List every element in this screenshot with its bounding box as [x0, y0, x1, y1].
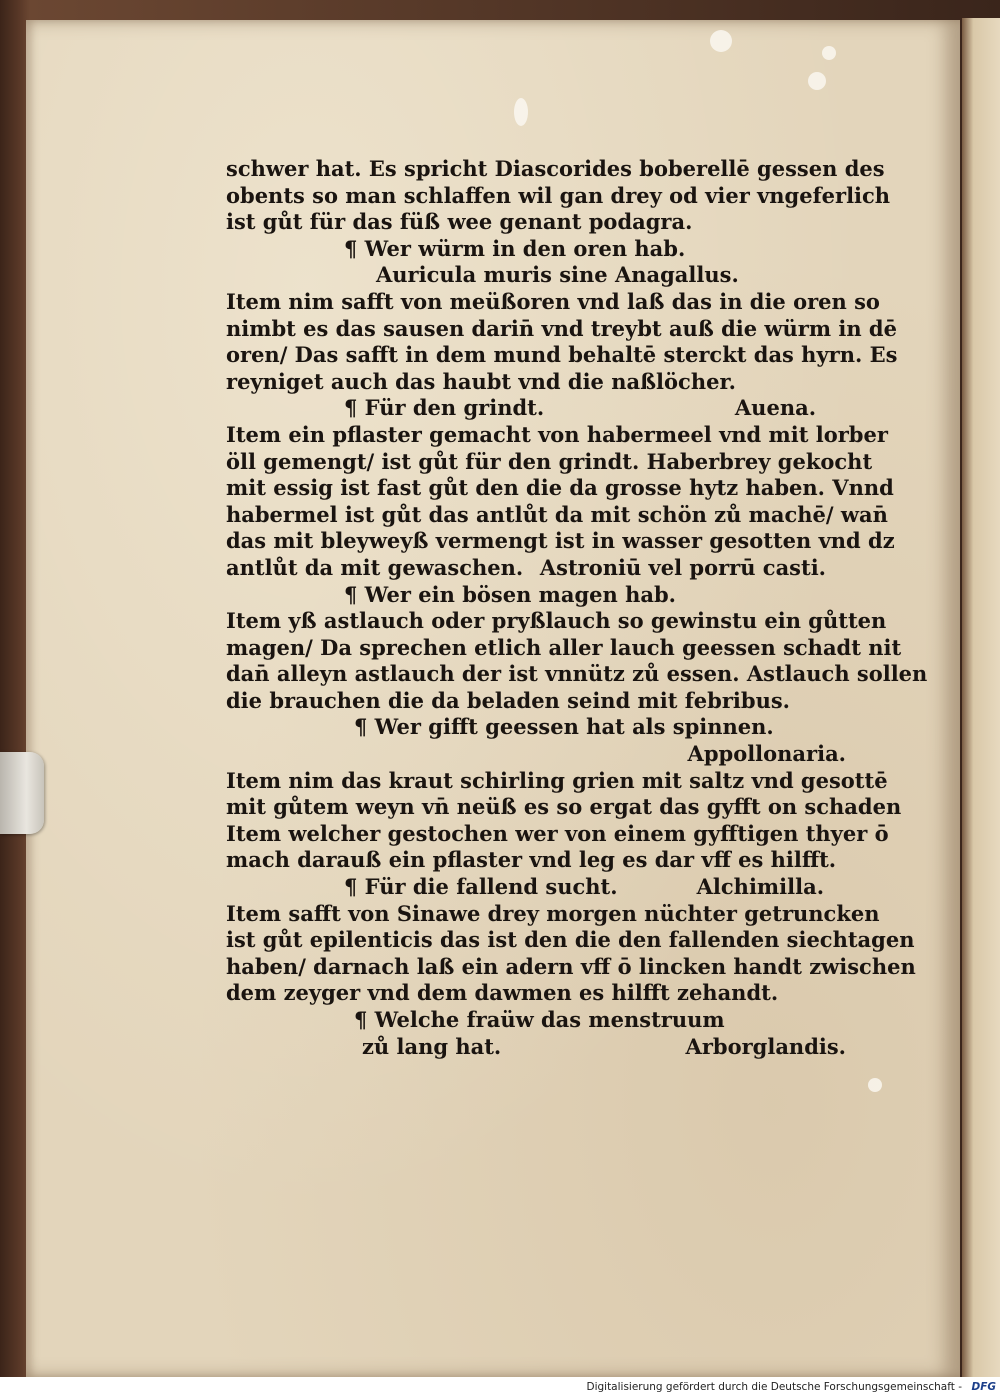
- section-heading: ¶ Wer gifft geessen hat als spinnen.: [354, 714, 774, 740]
- section-heading-row: [226, 395, 816, 422]
- text-line: dem zeyger vnd dem dawmen es hilfft zehandt.: [226, 980, 779, 1006]
- section-heading-row: [226, 874, 824, 901]
- text-line: dan̄ alleyn astlauch der ist vnnütz zů essen. Astlauch sollen: [226, 661, 928, 687]
- dfg-logo: DFG: [971, 1381, 996, 1393]
- funding-credit: Digitalisierung gefördert durch die Deutsche Forschungsgemeinschaft -: [586, 1381, 962, 1393]
- paper-stain: [868, 1078, 882, 1092]
- text-line: Item nim das kraut schirling grien mit saltz vnd gesottē: [226, 767, 888, 793]
- section-heading: ¶ Für den grindt.: [344, 395, 545, 421]
- plant-name: Arborglandis.: [685, 1033, 846, 1059]
- text-line: obents so man schlaffen wil gan drey od vier vngeferlich: [226, 182, 891, 208]
- section-heading: ¶ Wer würm in den oren hab.: [344, 235, 686, 261]
- text-line: schwer hat. Es spricht Diascorides boberellē gessen des: [226, 156, 885, 181]
- plant-name: Appollonaria.: [687, 741, 846, 767]
- text-line: Item ein pflaster gemacht von habermeel vnd mit lorber: [226, 421, 888, 447]
- plant-name: Auena.: [734, 395, 816, 421]
- facing-page-edge: [962, 18, 1000, 1377]
- section-heading: zů lang hat.: [362, 1033, 502, 1059]
- text-line: ist gůt für das füß wee genant podagra.: [226, 209, 693, 235]
- page-text: [226, 156, 928, 1060]
- text-line: Item nim safft von meüßoren vnd laß das in die oren so: [226, 288, 880, 314]
- section-heading: ¶ Welche fraüw das menstruum: [354, 1007, 725, 1032]
- text-line: mach darauß ein pflaster vnd leg es dar vff es hilfft.: [226, 847, 837, 873]
- plant-name: Astroniū vel porrū casti.: [539, 554, 826, 580]
- section-heading: ¶ Für die fallend sucht.: [344, 874, 618, 900]
- text-line: haben/ darnach laß ein adern vff ō lincken handt zwischen: [226, 953, 916, 979]
- plant-name: Alchimilla.: [696, 874, 824, 900]
- paper-stain: [822, 46, 836, 60]
- text-line: antlůt da mit gewaschen.: [226, 554, 524, 580]
- plant-name: Auricula muris sine Anagallus.: [376, 262, 739, 288]
- text-line: reyniget auch das haubt vnd die naßlöcher.: [226, 368, 736, 394]
- text-line: die brauchen die da beladen seind mit febribus.: [226, 687, 790, 713]
- text-line: Item yß astlauch oder pryßlauch so gewinstu ein gůtten: [226, 608, 887, 634]
- text-line: mit essig ist fast gůt den die da grosse hytz haben. Vnnd: [226, 475, 894, 501]
- text-line-row: [226, 555, 826, 582]
- text-line: öll gemengt/ ist gůt für den grindt. Haberbrey gekocht: [226, 448, 873, 474]
- text-line: nimbt es das sausen darin̄ vnd treybt auß die würm in dē: [226, 315, 897, 341]
- text-line: mit gůtem weyn vn̄ neüß es so ergat das gyfft on schaden: [226, 794, 902, 820]
- section-heading: ¶ Wer ein bösen magen hab.: [344, 581, 676, 607]
- paper-stain: [710, 30, 732, 52]
- footer-bar: [0, 1377, 1000, 1398]
- paper-stain: [808, 72, 826, 90]
- section-heading-row: [226, 1034, 846, 1061]
- text-line: magen/ Da sprechen etlich aller lauch geessen schadt nit: [226, 634, 902, 660]
- text-line: ist gůt epilenticis das ist den die den fallenden siechtagen: [226, 927, 915, 953]
- text-line: Item safft von Sinawe drey morgen nüchter getruncken: [226, 900, 880, 926]
- text-line: das mit bleyweyß vermengt ist in wasser gesotten vnd dz: [226, 528, 895, 554]
- text-line: Item welcher gestochen wer von einem gyfftigen thyer ō: [226, 820, 889, 846]
- paper-stain: [514, 98, 528, 126]
- page-clip: [0, 752, 44, 834]
- text-line: oren/ Das safft in dem mund behaltē sterckt das hyrn. Es: [226, 342, 898, 368]
- text-line: habermel ist gůt das antlůt da mit schön zů machē/ wan̄: [226, 501, 888, 527]
